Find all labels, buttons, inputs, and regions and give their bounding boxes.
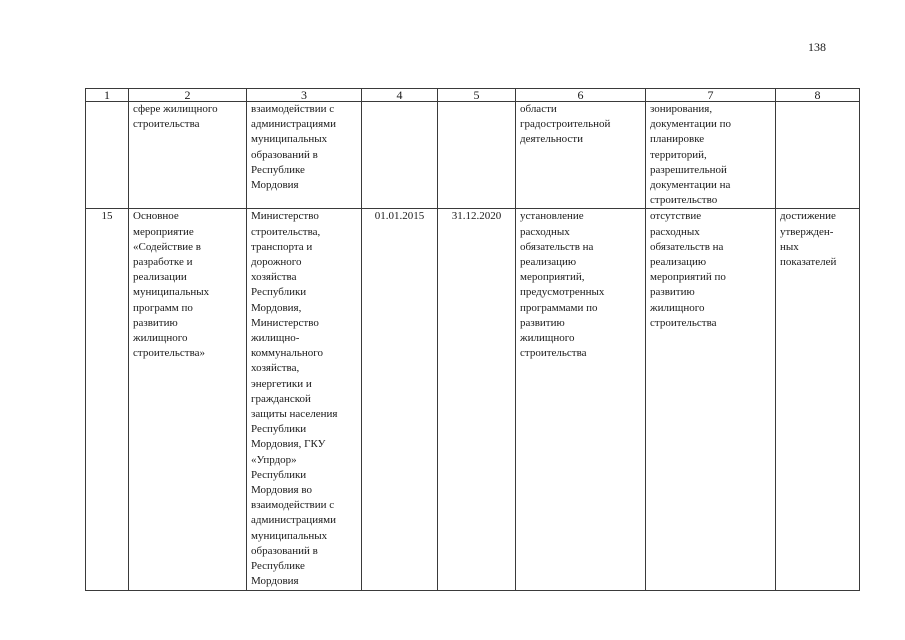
consequences-cell [646,102,776,209]
consequences-cell [646,209,776,590]
executor: Министерство строительства, транспорта и дорожного хозяйства Республики Мордовия, Министерство жилищно- коммунального хозяйства, энергетики и гражданской защиты населения Республики Мордовия, ГКУ «Упрдор» Республики Мордовия во взаимодействии с администрациями муниципальных образований в Республике Мордовия [251,210,338,588]
column-header-2: 2 [129,89,247,102]
start-date-cell [362,102,438,209]
column-header-6: 6 [516,89,646,102]
executor-cell [247,209,362,590]
row-number-cell [86,209,129,590]
activity-name-cell [129,209,247,590]
row-number: 15 [101,210,113,223]
indicator-link: достижение утвержден- ных показателей [780,210,837,269]
consequences: зонирования, документации по планировке территорий, разрешительной документации на строительство [650,103,731,207]
end-date-cell [438,209,516,590]
column-header-4: 4 [362,89,438,102]
executor-cell [247,102,362,209]
indicator-link-cell [776,102,860,209]
column-header-8: 8 [776,89,860,102]
table-row [86,102,860,209]
expected-result: области градостроительной деятельности [520,103,611,146]
table-row [86,209,860,590]
start-date: 01.01.2015 [374,210,425,223]
end-date-cell [438,102,516,209]
executor: взаимодействии с администрациями муниципальных образований в Республике Мордовия [251,103,336,192]
activity-name: сфере жилищного строительства [133,103,218,131]
indicator-link-cell [776,209,860,590]
consequences: отсутствие расходных обязательств на реализацию мероприятий по развитию жилищного строительства [650,210,726,329]
document-table [85,88,860,591]
header-row [86,89,860,102]
expected-result-cell [516,209,646,590]
column-header-1: 1 [86,89,129,102]
start-date-cell [362,209,438,590]
activity-name-cell [129,102,247,209]
activity-name: Основное мероприятие «Содействие в разработке и реализации муниципальных программ по развитию жилищного строительства» [133,210,210,360]
column-header-3: 3 [247,89,362,102]
column-header-5: 5 [438,89,516,102]
row-number-cell [86,102,129,209]
expected-result: установление расходных обязательств на реализацию мероприятий, предусмотренных программами по развитию жилищного строительства [520,210,605,360]
column-header-7: 7 [646,89,776,102]
page-number: 138 [808,40,826,54]
end-date: 31.12.2020 [451,210,502,223]
expected-result-cell [516,102,646,209]
